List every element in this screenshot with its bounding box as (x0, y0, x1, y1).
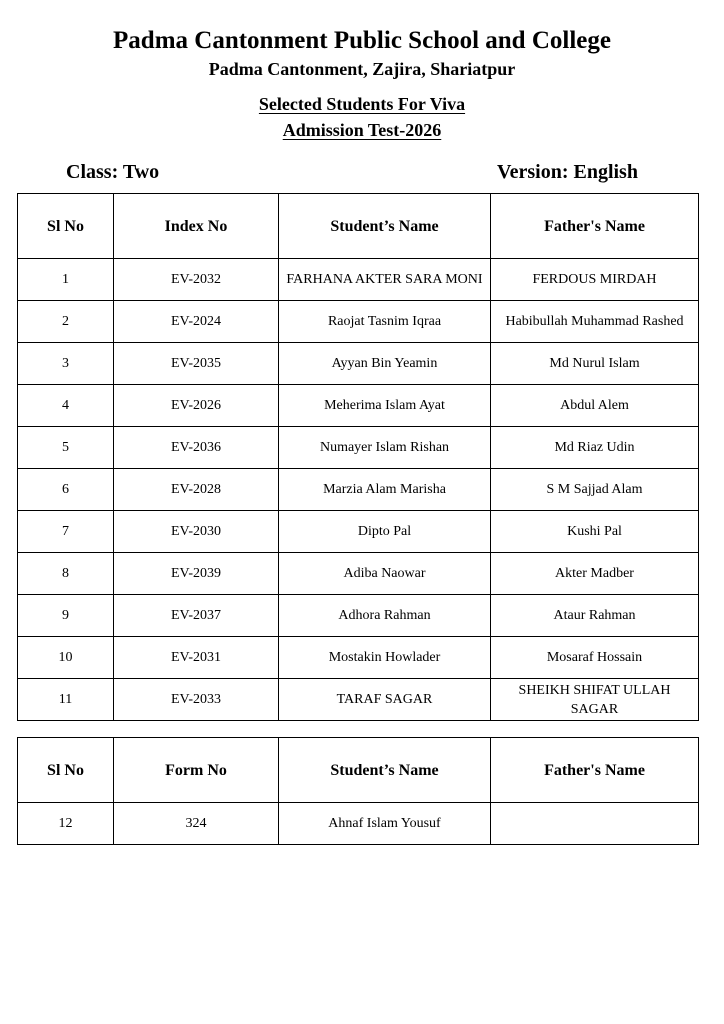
cell-sl: 1 (18, 259, 114, 301)
cell-sl: 9 (18, 595, 114, 637)
cell-student: Ayyan Bin Yeamin (279, 343, 491, 385)
column-header-index: Index No (114, 194, 279, 259)
table-header-row (18, 194, 699, 259)
cell-student: Ahnaf Islam Yousuf (279, 803, 491, 845)
cell-sl: 5 (18, 427, 114, 469)
cell-father: SHEIKH SHIFAT ULLAH SAGAR (491, 679, 699, 721)
cell-student: Dipto Pal (279, 511, 491, 553)
cell-sl: 8 (18, 553, 114, 595)
cell-father: FERDOUS MIRDAH (491, 259, 699, 301)
column-header-sl: Sl No (18, 194, 114, 259)
column-header-father: Father's Name (491, 738, 699, 803)
cell-sl: 7 (18, 511, 114, 553)
cell-father: Kushi Pal (491, 511, 699, 553)
cell-index: EV-2030 (114, 511, 279, 553)
cell-student: Mostakin Howlader (279, 637, 491, 679)
cell-student: Meherima Islam Ayat (279, 385, 491, 427)
cell-sl: 12 (18, 803, 114, 845)
table-row (18, 385, 699, 427)
cell-father: Ataur Rahman (491, 595, 699, 637)
list-title (0, 93, 724, 115)
column-header-father: Father's Name (491, 194, 699, 259)
table-row (18, 637, 699, 679)
table-row (18, 427, 699, 469)
cell-father: S M Sajjad Alam (491, 469, 699, 511)
class-label: Class: Two (66, 161, 160, 183)
cell-sl: 10 (18, 637, 114, 679)
cell-father (491, 803, 699, 845)
list-title-text: Selected Students For Viva (258, 94, 466, 114)
cell-student: Numayer Islam Rishan (279, 427, 491, 469)
school-name: Padma Cantonment Public School and College (113, 27, 611, 54)
table-row (18, 511, 699, 553)
cell-student: Marzia Alam Marisha (279, 469, 491, 511)
cell-sl: 2 (18, 301, 114, 343)
cell-father: Mosaraf Hossain (491, 637, 699, 679)
cell-index: EV-2036 (114, 427, 279, 469)
table-row (18, 803, 699, 845)
cell-student: Adiba Naowar (279, 553, 491, 595)
cell-index: EV-2031 (114, 637, 279, 679)
cell-father: Akter Madber (491, 553, 699, 595)
test-title (0, 119, 724, 141)
cell-student: TARAF SAGAR (279, 679, 491, 721)
cell-form: 324 (114, 803, 279, 845)
cell-father: Abdul Alem (491, 385, 699, 427)
cell-sl: 4 (18, 385, 114, 427)
table-row (18, 301, 699, 343)
cell-father: Habibullah Muhammad Rashed (491, 301, 699, 343)
cell-index: EV-2037 (114, 595, 279, 637)
selected-students-table (17, 193, 699, 721)
cell-father: Md Nurul Islam (491, 343, 699, 385)
cell-sl: 11 (18, 679, 114, 721)
table-row (18, 343, 699, 385)
column-header-form: Form No (114, 738, 279, 803)
cell-index: EV-2028 (114, 469, 279, 511)
table-row (18, 553, 699, 595)
table-header-row (18, 738, 699, 803)
cell-sl: 6 (18, 469, 114, 511)
school-address: Padma Cantonment, Zajira, Shariatpur (208, 59, 516, 79)
cell-index: EV-2033 (114, 679, 279, 721)
table-row (18, 595, 699, 637)
cell-index: EV-2024 (114, 301, 279, 343)
cell-student: FARHANA AKTER SARA MONI (279, 259, 491, 301)
column-header-student: Student’s Name (279, 194, 491, 259)
cell-index: EV-2035 (114, 343, 279, 385)
column-header-student: Student’s Name (279, 738, 491, 803)
cell-student: Raojat Tasnim Iqraa (279, 301, 491, 343)
cell-index: EV-2032 (114, 259, 279, 301)
test-title-text: Admission Test-2026 (282, 120, 442, 140)
form-students-table (17, 737, 699, 845)
version-label: Version: English (497, 161, 638, 183)
cell-sl: 3 (18, 343, 114, 385)
table-row (18, 469, 699, 511)
cell-index: EV-2039 (114, 553, 279, 595)
table-row (18, 679, 699, 721)
column-header-sl: Sl No (18, 738, 114, 803)
table-row (18, 259, 699, 301)
cell-student: Adhora Rahman (279, 595, 491, 637)
cell-index: EV-2026 (114, 385, 279, 427)
cell-father: Md Riaz Udin (491, 427, 699, 469)
